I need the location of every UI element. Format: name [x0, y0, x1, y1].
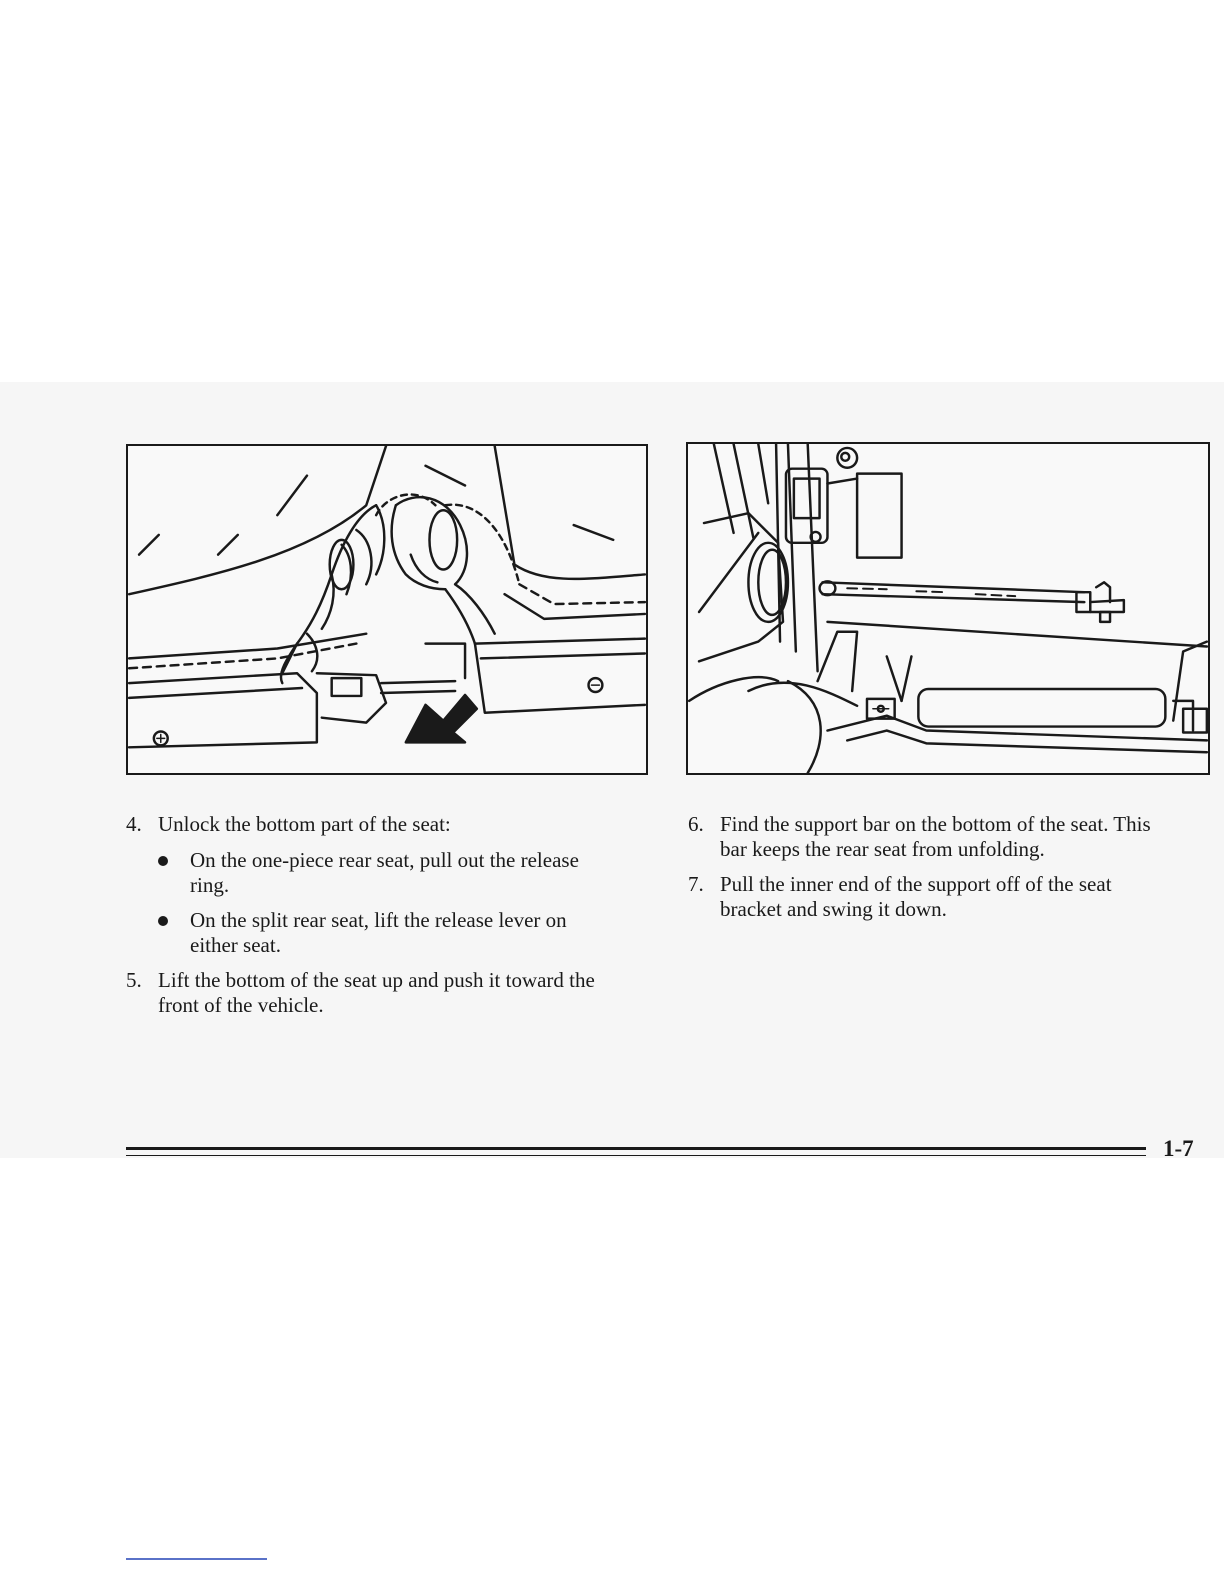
bullet-text-line2: ring. [190, 873, 230, 897]
bullet-split-seat [158, 908, 638, 958]
step-5 [126, 968, 646, 1018]
step-4 [126, 812, 646, 837]
step-text-line1: Pull the inner end of the support off of the seat [720, 872, 1112, 896]
step-number: 5. [126, 968, 142, 992]
footer-rule-thin [126, 1155, 1146, 1156]
step-number: 4. [126, 812, 142, 836]
support-bar-illustration [686, 442, 1210, 775]
step-text-line1: Find the support bar on the bottom of the seat. This [720, 812, 1151, 836]
bullet-icon [158, 856, 168, 866]
seat-release-illustration [126, 444, 648, 775]
page-number: 1-7 [1163, 1136, 1194, 1161]
step-text-line2: bracket and swing it down. [720, 897, 947, 921]
step-6 [688, 812, 1208, 862]
bullet-text-line1: On the one-piece rear seat, pull out the release [190, 848, 579, 872]
step-7 [688, 872, 1208, 922]
step-text-line2: front of the vehicle. [158, 993, 324, 1017]
bullet-icon [158, 916, 168, 926]
bullet-text-line1: On the split rear seat, lift the release lever on [190, 908, 567, 932]
step-number: 7. [688, 872, 704, 896]
step-number: 6. [688, 812, 704, 836]
bullet-one-piece-seat [158, 848, 638, 898]
step-text: Unlock the bottom part of the seat: [158, 812, 451, 836]
footer-rule-thick [126, 1147, 1146, 1150]
step-text-line2: bar keeps the rear seat from unfolding. [720, 837, 1045, 861]
bullet-text-line2: either seat. [190, 933, 281, 957]
step-text-line1: Lift the bottom of the seat up and push it toward the [158, 968, 595, 992]
link-underline [126, 1558, 267, 1560]
